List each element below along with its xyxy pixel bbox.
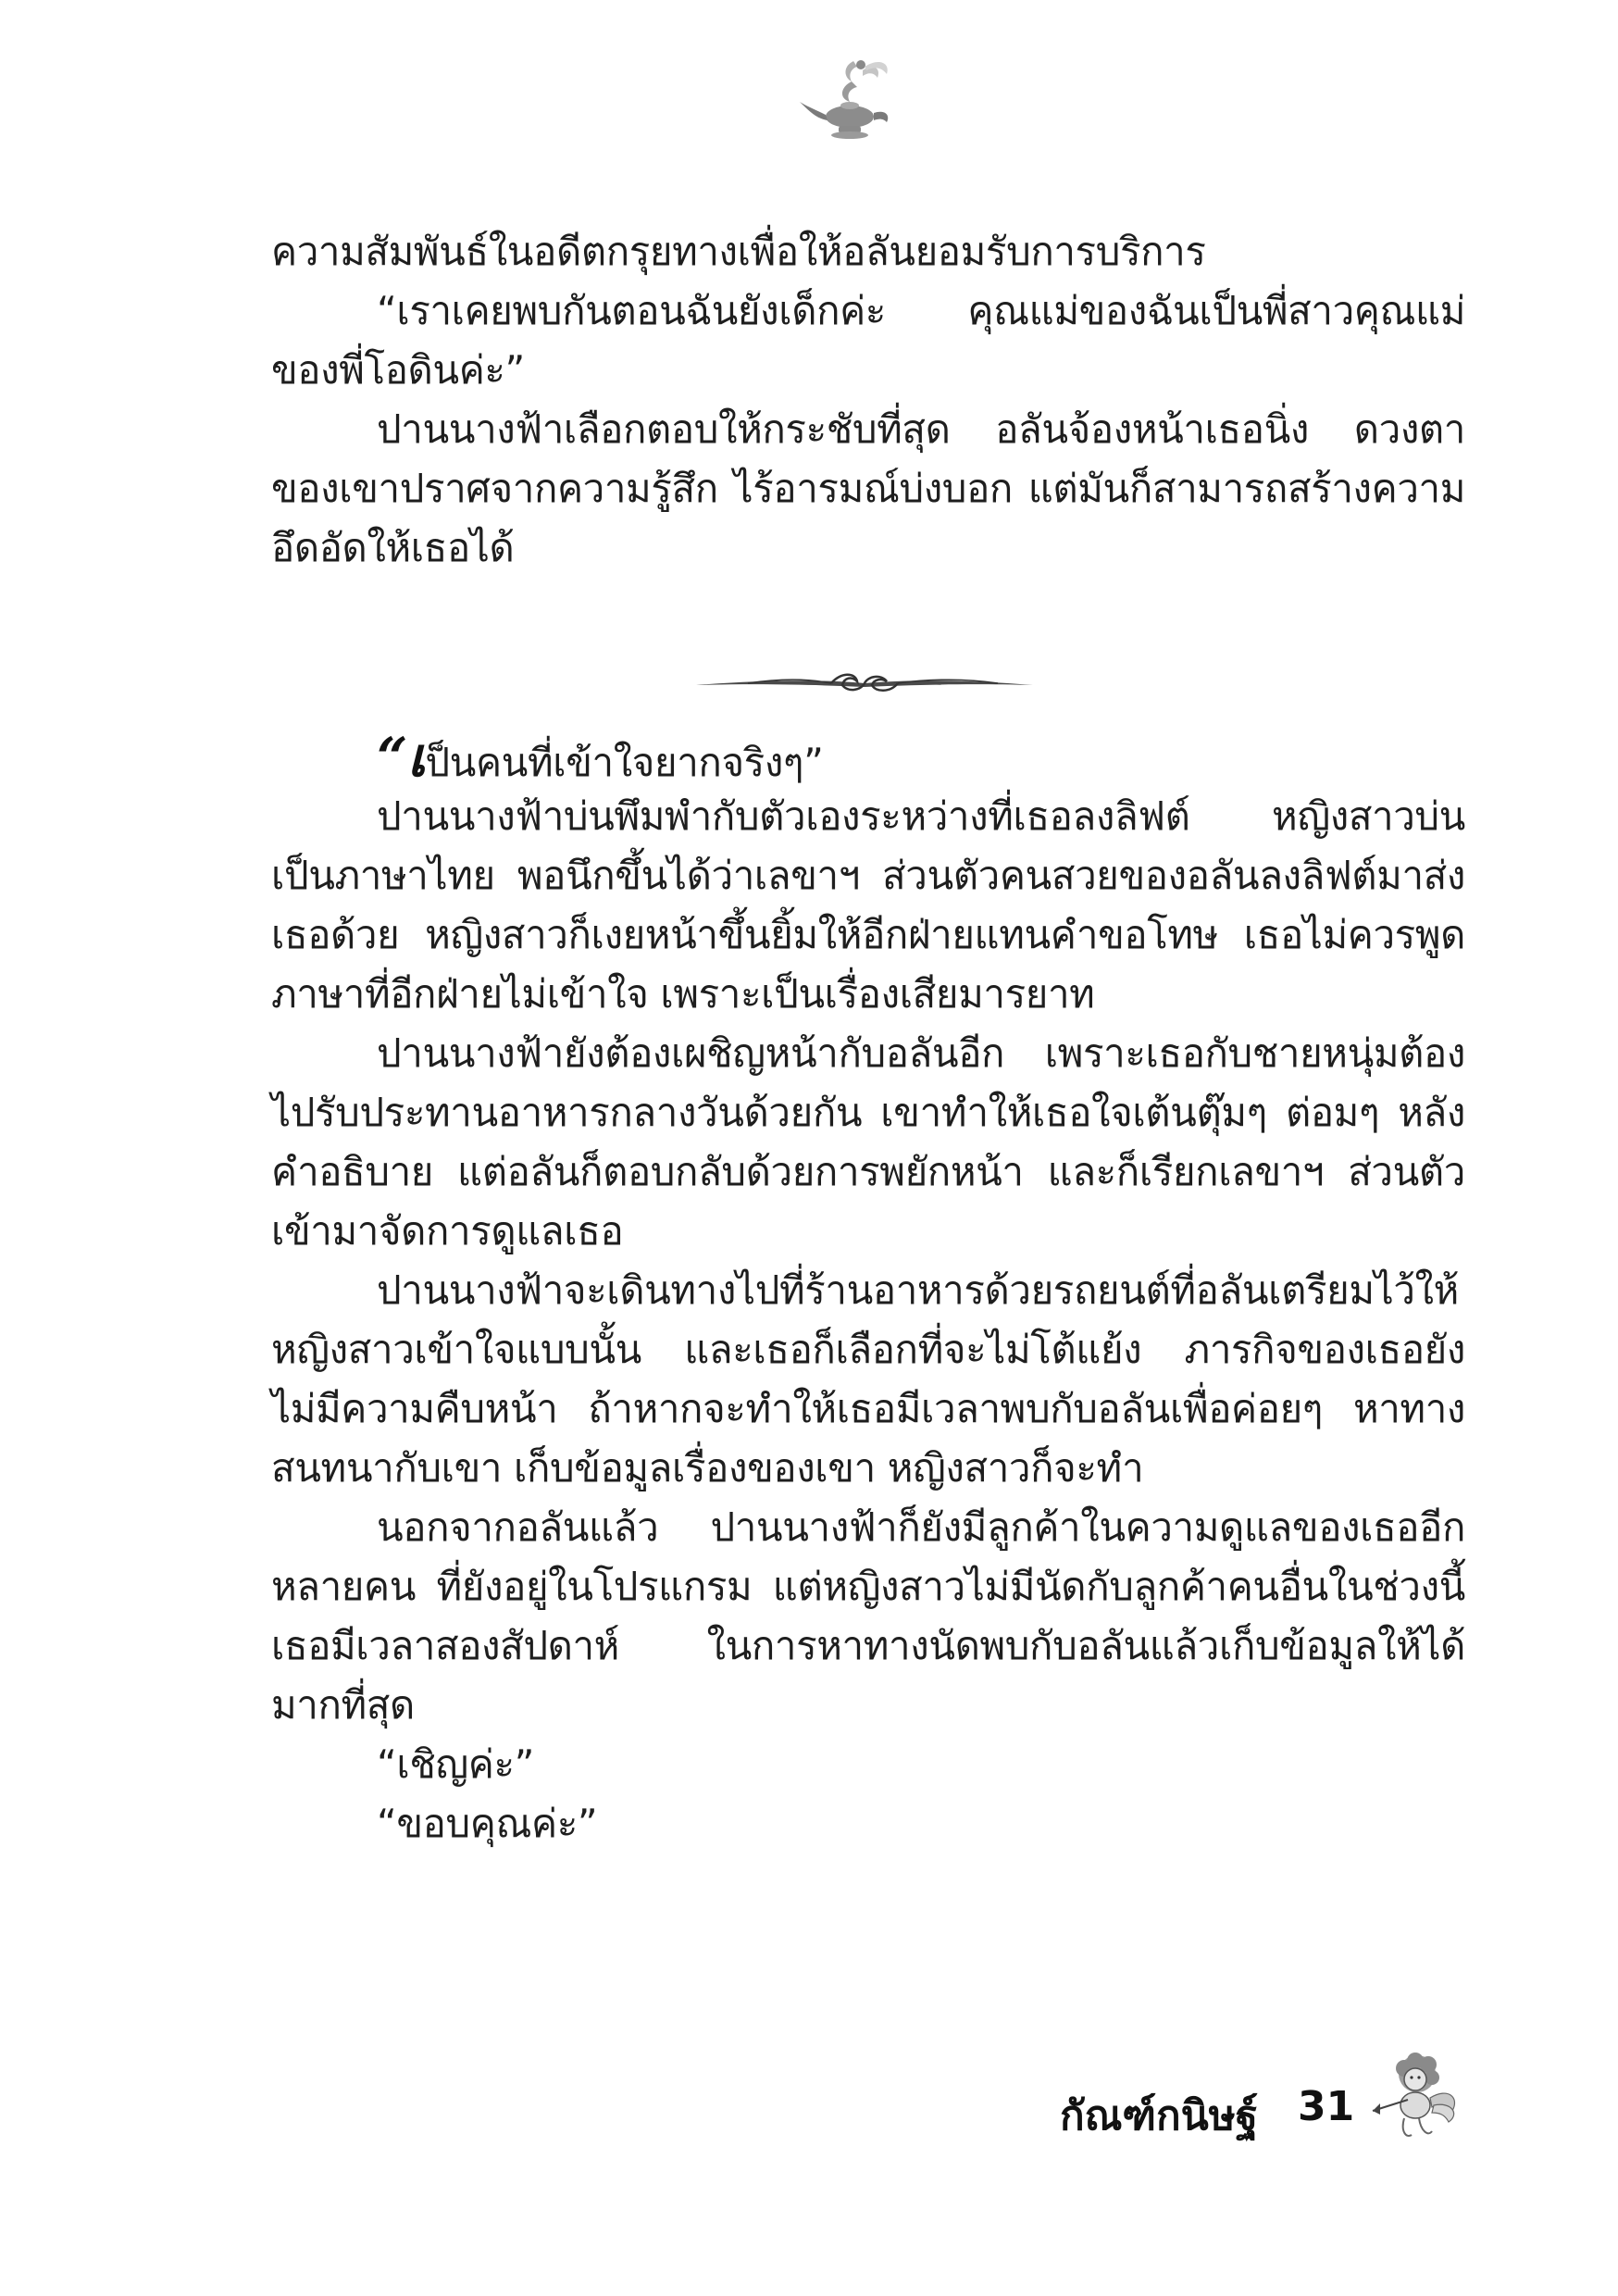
paragraph-line: “เราเคยพบกันตอนฉันยังเด็กค่ะ คุณแม่ของฉันเป็นพี่สาวคุณแม่ [377,288,1465,333]
paragraph-line: ความสัมพันธ์ในอดีตกรุยทางเพื่อให้อลันยอมรับการบริการ [271,229,1206,274]
paragraph-line: อึดอัดให้เธอได้ [271,525,515,570]
paragraph-line: ไม่มีความคืบหน้า ถ้าหากจะทำให้เธอมีเวลาพบกับอลันเพื่อค่อยๆ หาทาง [271,1386,1465,1431]
paragraph-line: เธอด้วย หญิงสาวก็เงยหน้าขึ้นยิ้มให้อีกฝ่ายแทนคำขอโทษ เธอไม่ควรพูด [271,912,1465,957]
drop-cap: “เ [377,726,426,789]
paragraph-line: หญิงสาวเข้าใจแบบนั้น และเธอก็เลือกที่จะไม่โต้แย้ง ภารกิจของเธอยัง [271,1327,1465,1372]
dialogue-line: “เชิญค่ะ” [377,1741,535,1787]
cupid-icon [1363,2046,1465,2148]
paragraph-line: เข้ามาจัดการดูแลเธอ [271,1208,624,1254]
scroll-ornament-divider [692,665,1037,702]
page-number: 31 [1298,2083,1355,2130]
paragraph-line: ภาษาที่อีกฝ่ายไม่เข้าใจ เพราะเป็นเรื่องเสียมารยาท [271,971,1095,1017]
paragraph-line: หลายคน ที่ยังอยู่ในโปรแกรม แต่หญิงสาวไม่มีนัดกับลูกค้าคนอื่นในช่วงนี้ [271,1564,1465,1609]
dialogue-line: “ขอบคุณค่ะ” [377,1801,598,1846]
paragraph-line: ปานนางฟ้าบ่นพึมพำกับตัวเองระหว่างที่เธอลงลิฟต์ หญิงสาวบ่น [377,793,1465,839]
paragraph-line: ปานนางฟ้ายังต้องเผชิญหน้ากับอลันอีก เพราะเธอกับชายหนุ่มต้อง [377,1030,1465,1076]
paragraph-line: เธอมีเวลาสองสัปดาห์ ในการหาทางนัดพบกับอลันแล้วเก็บข้อมูลให้ได้ [271,1623,1465,1668]
paragraph-line: คำอธิบาย แต่อลันก็ตอบกลับด้วยการพยักหน้า และก็เรียกเลขาฯ ส่วนตัว [271,1149,1465,1194]
book-title: กัณฑ์กนิษฐ์ [1060,2092,1258,2140]
paragraph-line: ไปรับประทานอาหารกลางวันด้วยกัน เขาทำให้เธอใจเต้นตุ๊มๆ ต่อมๆ หลัง [271,1090,1465,1135]
paragraph-line: ของพี่โอดินค่ะ” [271,347,525,393]
paragraph-line: เป็นภาษาไทย พอนึกขึ้นได้ว่าเลขาฯ ส่วนตัวคนสวยของอลันลงลิฟต์มาส่ง [271,853,1465,898]
paragraph-line: ปานนางฟ้าจะเดินทางไปที่ร้านอาหารด้วยรถยนต์ที่อลันเตรียมไว้ให้ [377,1267,1459,1313]
paragraph-line: นอกจากอลันแล้ว ปานนางฟ้าก็ยังมีลูกค้าในความดูแลของเธออีก [377,1504,1465,1550]
paragraph-line: มากที่สุด [271,1682,415,1728]
first-line-rest: ป็นคนที่เข้าใจยากจริงๆ” [425,740,824,785]
section-2 [271,728,1465,1853]
genie-lamp-fairy-icon [796,54,907,146]
paragraph-line: สนทนากับเขา เก็บข้อมูลเรื่องของเขา หญิงสาวก็จะทำ [271,1445,1144,1491]
paragraph-line: ของเขาปราศจากความรู้สึก ไร้อารมณ์บ่งบอก แต่มันก็สามารถสร้างความ [271,466,1465,511]
paragraph-first-line [271,728,1465,787]
section-1 [271,222,1465,578]
paragraph-line: ปานนางฟ้าเลือกตอบให้กระชับที่สุด อลันจ้องหน้าเธอนิ่ง ดวงตา [377,406,1465,452]
